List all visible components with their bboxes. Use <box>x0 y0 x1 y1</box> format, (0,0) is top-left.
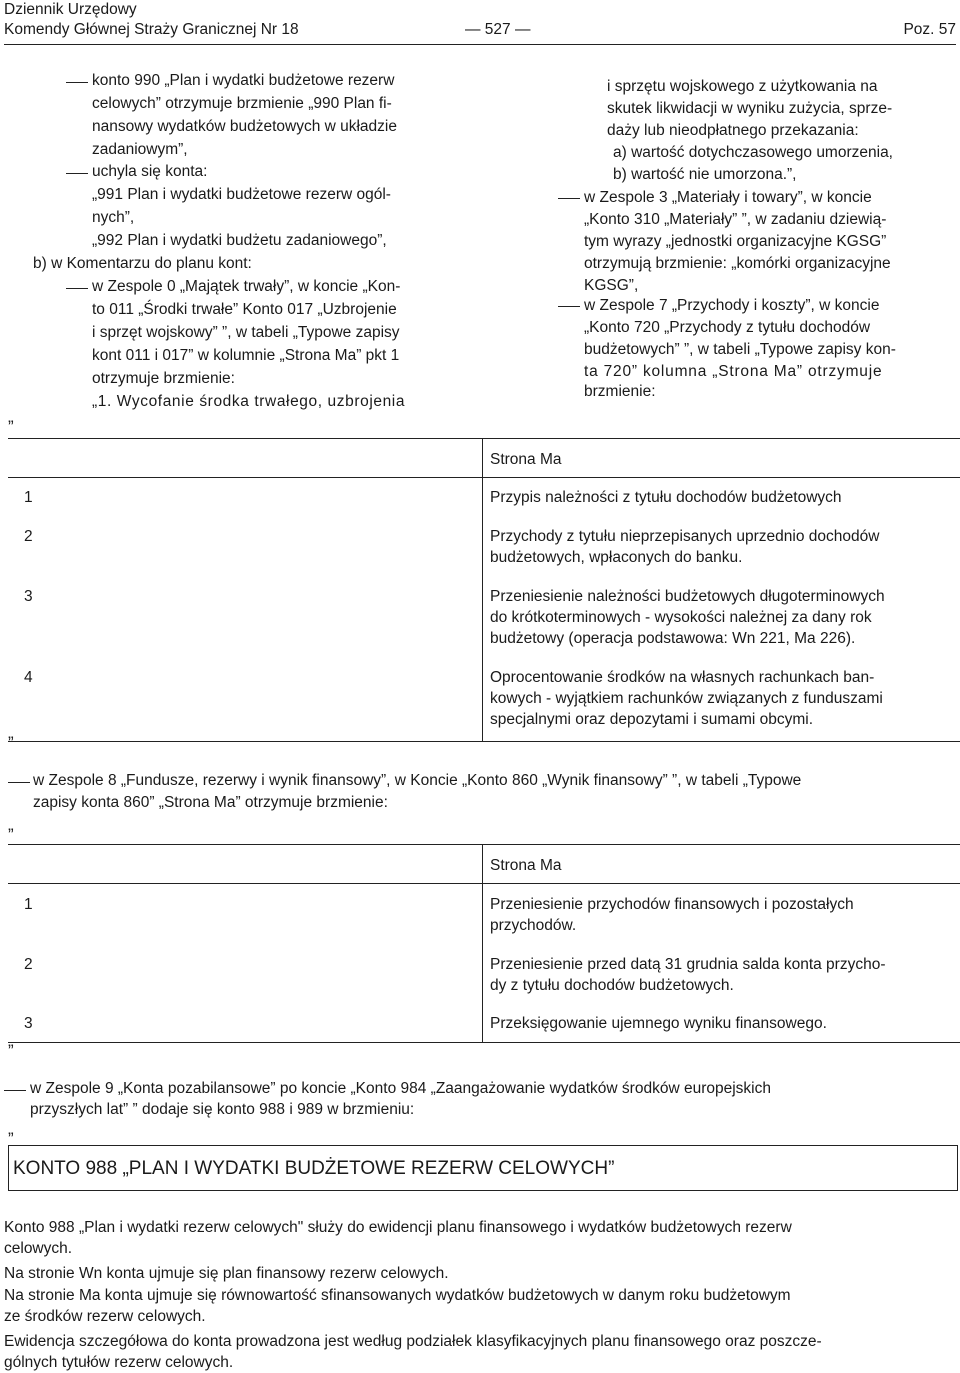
line: i sprzęt wojskowy” ”, w tabeli „Typowe zapisy <box>92 324 400 341</box>
row-text: Przeniesienie należności budżetowych długoterminowych <box>490 588 885 605</box>
line: a) wartość dotychczasowego umorzenia, <box>613 144 893 161</box>
line: celowych” otrzymuje brzmienie „990 Plan fi- <box>92 95 392 112</box>
line: b) wartość nie umorzona.”, <box>613 166 797 183</box>
dash-marker <box>66 82 88 83</box>
row-text: specjalnymi oraz depozytami i sumami obcymi. <box>490 711 814 728</box>
line: zadaniowym”, <box>92 141 188 158</box>
header-divider <box>8 477 960 478</box>
journal-title: Dziennik Urzędowy <box>4 1 137 18</box>
row-text: Przeksięgowanie ujemnego wyniku finansowego. <box>490 1015 827 1032</box>
section-title-box <box>8 1145 958 1191</box>
line: budżetowych” ”, w tabeli „Typowe zapisy kon- <box>584 341 896 358</box>
paragraph-line: Konto 988 „Plan i wydatki rezerw celowych" służy do ewidencji planu finansowego i wydatków budżetowych rezerw <box>4 1219 792 1236</box>
line: to 011 „Środki trwałe” Konto 017 „Uzbrojenie <box>92 301 397 318</box>
line: konto 990 „Plan i wydatki budżetowe rezerw <box>92 72 395 89</box>
section-title: KONTO 988 „PLAN I WYDATKI BUDŻETOWE REZERW CELOWYCH” <box>13 1158 615 1179</box>
quote-mark: ” <box>8 1129 14 1148</box>
row-number: 3 <box>24 1015 33 1032</box>
line: kont 011 i 017” w kolumnie „Strona Ma” pkt 1 <box>92 347 400 364</box>
line: nych”, <box>92 209 135 226</box>
paragraph-line: Na stronie Wn konta ujmuje się plan finansowy rezerw celowych. <box>4 1265 449 1282</box>
table-header: Strona Ma <box>490 857 562 874</box>
paragraph <box>4 1285 956 1327</box>
column-divider <box>482 845 483 1042</box>
line: tym wyrazy „jednostki organizacyjne KGSG” <box>584 233 887 250</box>
row-number: 1 <box>24 896 33 913</box>
dash-marker <box>558 198 580 199</box>
line: w Zespole 9 „Konta pozabilansowe” po koncie „Konto 984 „Zaangażowanie wydatków środków europejskich <box>30 1080 771 1097</box>
page-header <box>4 0 956 45</box>
line: „Konto 310 „Materiały” ”, w zadaniu dziewią- <box>584 211 887 228</box>
line: „992 Plan i wydatki budżetu zadaniowego”, <box>92 232 387 249</box>
paragraph <box>4 1331 956 1373</box>
row-text: Oprocentowanie środków na własnych rachunkach ban- <box>490 669 875 686</box>
row-number: 1 <box>24 489 33 506</box>
row-number: 2 <box>24 528 33 545</box>
line: przyszłych lat” ” dodaje się konto 988 i 989 w brzmieniu: <box>30 1101 415 1118</box>
row-text: przychodów. <box>490 917 577 934</box>
line: w Zespole 3 „Materiały i towary”, w koncie <box>584 189 872 206</box>
line: zapisy konta 860” „Strona Ma” otrzymuje brzmienie: <box>33 794 388 811</box>
line: „991 Plan i wydatki budżetowe rezerw ogól- <box>92 186 391 203</box>
table-strona-ma-720 <box>8 438 960 742</box>
row-text: Przeniesienie przed datą 31 grudnia salda konta przycho- <box>490 956 886 973</box>
row-text: budżetowych, wpłaconych do banku. <box>490 549 743 566</box>
quote-mark: ” <box>8 1041 14 1060</box>
line: KGSG”, <box>584 277 639 294</box>
line: otrzymują brzmienie: „komórki organizacyjne <box>584 255 891 272</box>
row-text: Przeniesienie przychodów finansowych i pozostałych <box>490 896 854 913</box>
row-text: Przypis należności z tytułu dochodów budżetowych <box>490 489 842 506</box>
line: w Zespole 8 „Fundusze, rezerwy i wynik finansowy”, w Koncie „Konto 860 „Wynik finansowy” ”, w tabeli „Typowe <box>33 772 802 789</box>
dash-marker <box>8 782 30 783</box>
paragraph <box>4 1217 956 1259</box>
line: „1. Wycofanie środka trwałego, uzbrojenia <box>92 393 406 410</box>
page-number: — 527 — <box>465 21 531 38</box>
row-number: 3 <box>24 588 33 605</box>
table-header: Strona Ma <box>490 451 562 468</box>
row-number: 4 <box>24 669 33 686</box>
line: brzmienie: <box>584 383 656 400</box>
column-divider <box>482 439 483 741</box>
row-text: dy z tytułu dochodów budżetowych. <box>490 977 734 994</box>
row-text: Przychody z tytułu nieprzepisanych uprzednio dochodów <box>490 528 880 545</box>
dash-marker <box>66 173 88 174</box>
paragraph-line: celowych. <box>4 1240 73 1257</box>
quote-mark: ” <box>8 733 14 752</box>
line: b) w Komentarzu do planu kont: <box>33 255 252 272</box>
paragraph-line: gólnych tytułów rezerw celowych. <box>4 1354 234 1371</box>
row-number: 2 <box>24 956 33 973</box>
paragraph-line: Ewidencja szczegółowa do konta prowadzona jest według podziałek klasyfikacyjnych planu finansowego oraz poszcze- <box>4 1333 822 1350</box>
paragraph-line: ze środków rezerw celowych. <box>4 1308 206 1325</box>
line: skutek likwidacji w wyniku zużycia, sprze- <box>607 100 893 117</box>
position-number: Poz. 57 <box>903 21 956 38</box>
row-text: budżetowy (operacja podstawowa: Wn 221, Ma 226). <box>490 630 856 647</box>
row-text: do krótkoterminowych - wysokości należnej za dany rok <box>490 609 872 626</box>
line: ta 720” kolumna „Strona Ma” otrzymuje <box>584 363 883 380</box>
line: otrzymuje brzmienie: <box>92 370 235 387</box>
quote-mark: ” <box>8 825 14 844</box>
dash-marker <box>558 306 580 307</box>
line: w Zespole 0 „Majątek trwały”, w koncie „Kon- <box>92 278 401 295</box>
dash-marker <box>4 1090 26 1091</box>
line: w Zespole 7 „Przychody i koszty”, w koncie <box>584 297 880 314</box>
line: uchyla się konta: <box>92 163 208 180</box>
line: i sprzętu wojskowego z użytkowania na <box>607 78 878 95</box>
line: nansowy wydatków budżetowych w układzie <box>92 118 397 135</box>
table-strona-ma-860 <box>8 844 960 1043</box>
paragraph-line: Na stronie Ma konta ujmuje się równowartość sfinansowanych wydatków budżetowych w danym roku budżetowym <box>4 1287 791 1304</box>
line: daży lub nieodpłatnego przekazania: <box>607 122 859 139</box>
header-divider <box>8 883 960 884</box>
issuer-line: Komendy Głównej Straży Granicznej Nr 18 <box>4 21 299 38</box>
paragraph <box>4 1263 956 1284</box>
dash-marker <box>66 288 88 289</box>
row-text: kowych - wyjątkiem rachunków związanych z funduszami <box>490 690 883 707</box>
quote-mark: ” <box>8 417 14 436</box>
line: „Konto 720 „Przychody z tytułu dochodów <box>584 319 871 336</box>
